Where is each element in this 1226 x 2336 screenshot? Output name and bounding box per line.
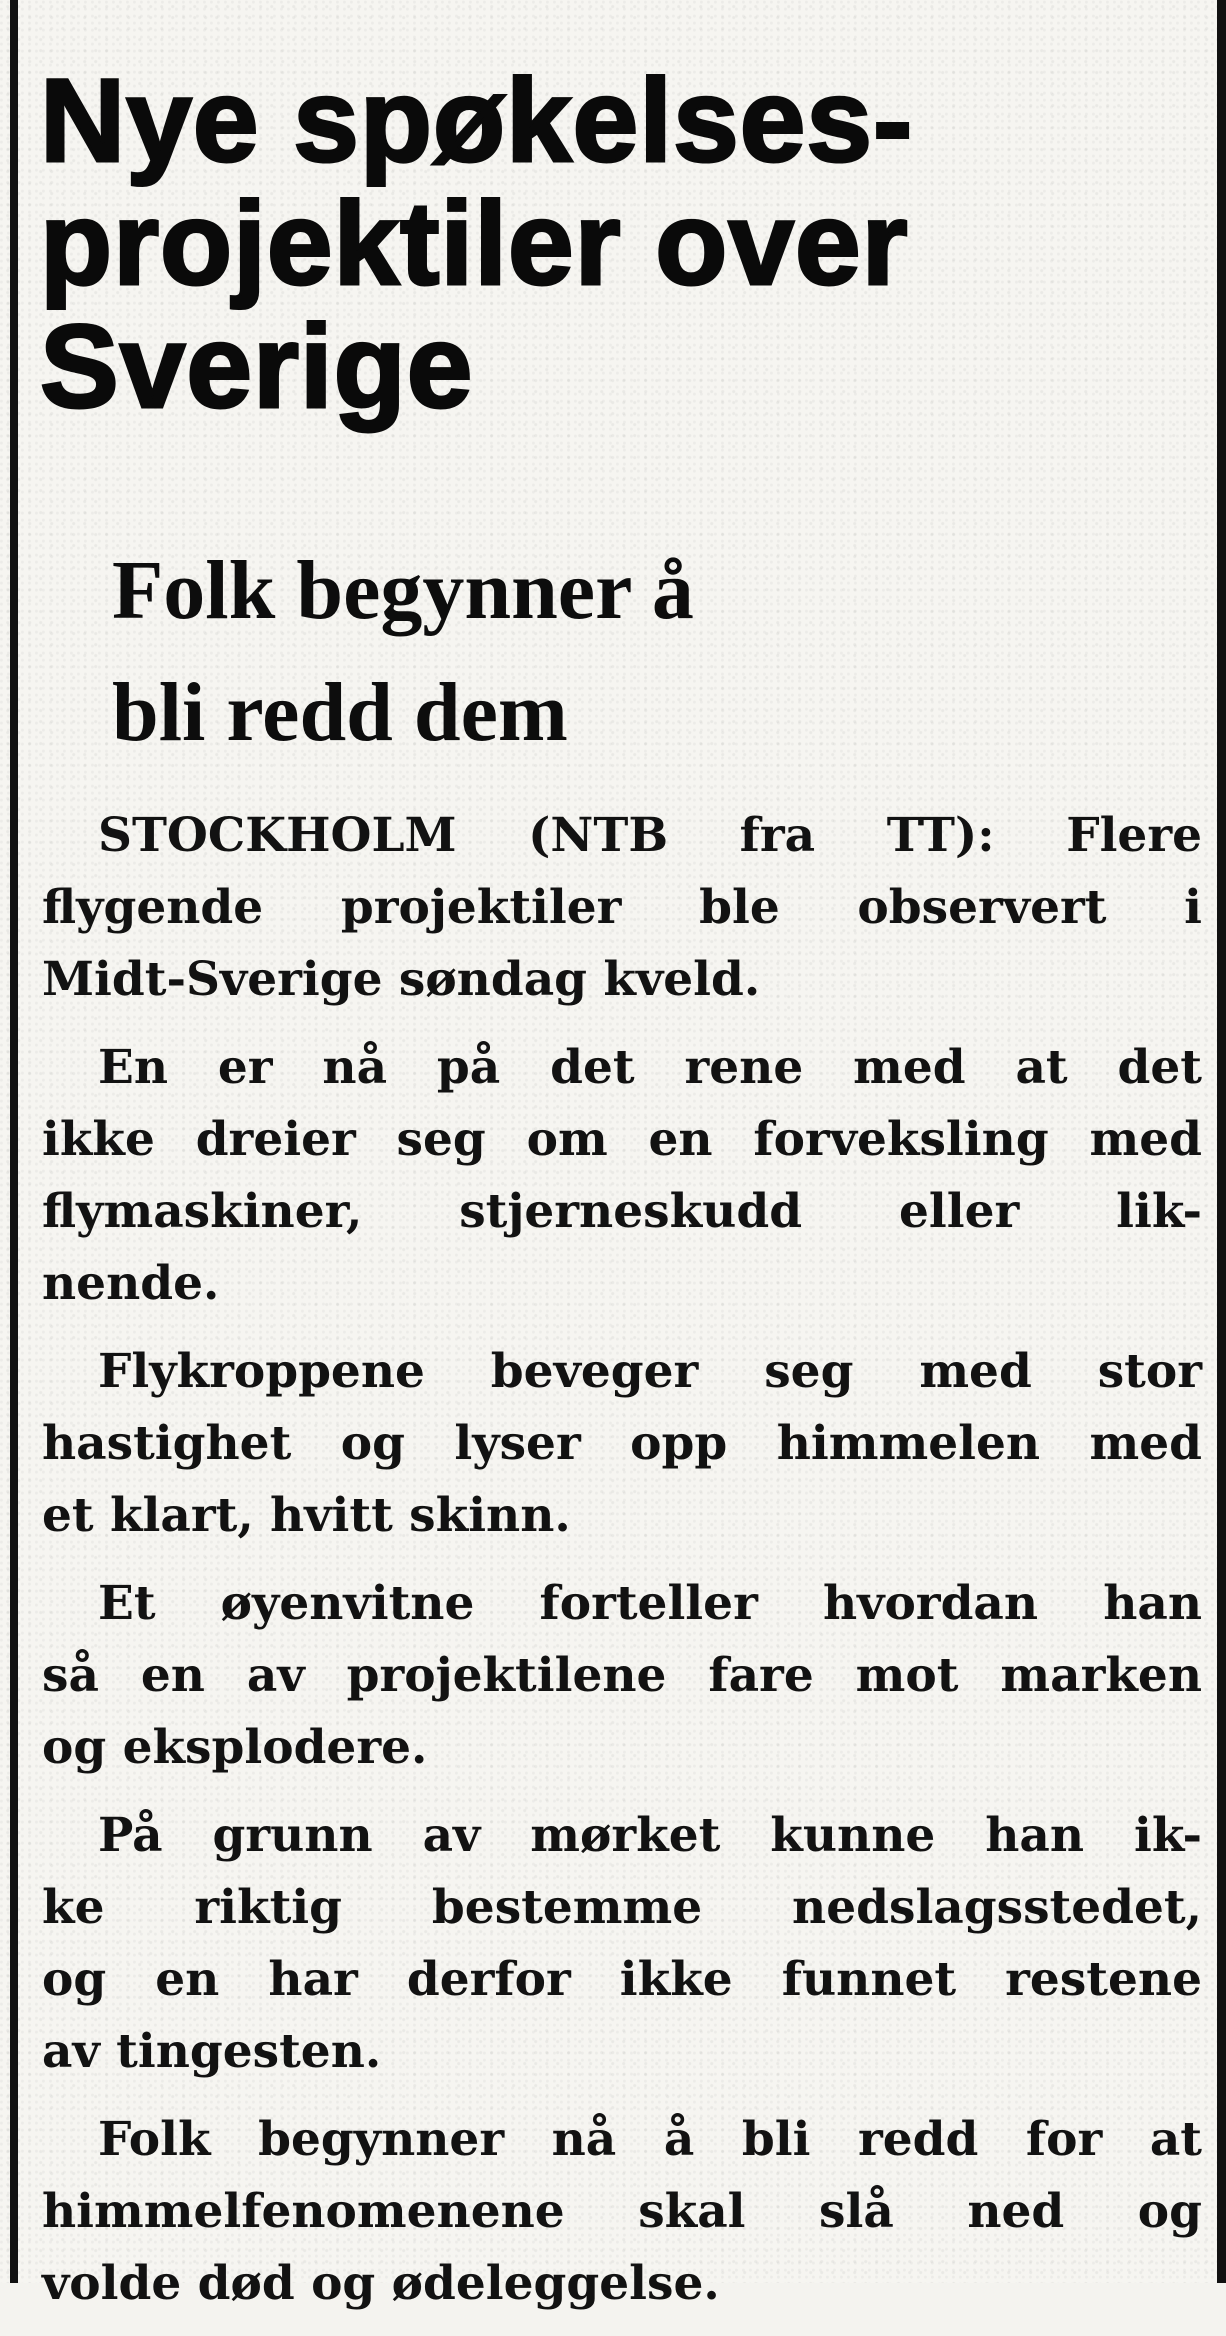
headline-line: Sverige xyxy=(40,301,474,433)
body-line: flymaskiner, stjerneskudd eller lik- xyxy=(42,1184,1202,1239)
paragraph-6 xyxy=(42,2104,1202,2320)
article-body xyxy=(42,800,1202,2336)
body-line: hastighet og lyser opp himmelen med xyxy=(42,1416,1202,1471)
body-line: Folk begynner nå å bli redd for at xyxy=(98,2112,1202,2167)
body-line: Flykroppene beveger seg med stor xyxy=(98,1344,1202,1399)
subheadline xyxy=(112,530,694,774)
headline-line: Nye spøkelses- xyxy=(40,55,914,187)
headline-line: projektiler over xyxy=(40,178,909,310)
paragraph-2 xyxy=(42,1032,1202,1320)
body-line: STOCKHOLM (NTB fra TT): Flere xyxy=(98,808,1202,863)
body-line: En er nå på det rene med at det xyxy=(98,1040,1202,1095)
column-rule-right xyxy=(1217,0,1226,2283)
body-line: og en har derfor ikke funnet restene xyxy=(42,1952,1202,2007)
body-line: himmelfenomenene skal slå ned og xyxy=(42,2184,1202,2239)
subheadline-line: Folk begynner å xyxy=(112,544,694,637)
body-line: ikke dreier seg om en forveksling med xyxy=(42,1112,1202,1167)
body-line: og eksplodere. xyxy=(42,1720,428,1775)
headline xyxy=(40,55,1160,433)
column-rule-left xyxy=(10,0,18,2283)
body-line: Midt-Sverige søndag kveld. xyxy=(42,952,761,1007)
body-line: flygende projektiler ble observert i xyxy=(42,880,1202,935)
paragraph-1 xyxy=(42,800,1202,1016)
paragraph-4 xyxy=(42,1568,1202,1784)
body-line: Et øyenvitne forteller hvordan han xyxy=(98,1576,1202,1631)
body-line: volde død og ødeleggelse. xyxy=(42,2256,720,2311)
paragraph-3 xyxy=(42,1336,1202,1552)
body-line: så en av projektilene fare mot marken xyxy=(42,1648,1202,1703)
body-line: et klart, hvitt skinn. xyxy=(42,1488,571,1543)
body-line: nende. xyxy=(42,1256,220,1311)
body-line: ke riktig bestemme nedslagsstedet, xyxy=(42,1880,1202,1935)
body-line: av tingesten. xyxy=(42,2024,382,2079)
subheadline-line: bli redd dem xyxy=(112,666,568,759)
body-line: På grunn av mørket kunne han ik- xyxy=(98,1808,1202,1863)
paragraph-5 xyxy=(42,1800,1202,2088)
